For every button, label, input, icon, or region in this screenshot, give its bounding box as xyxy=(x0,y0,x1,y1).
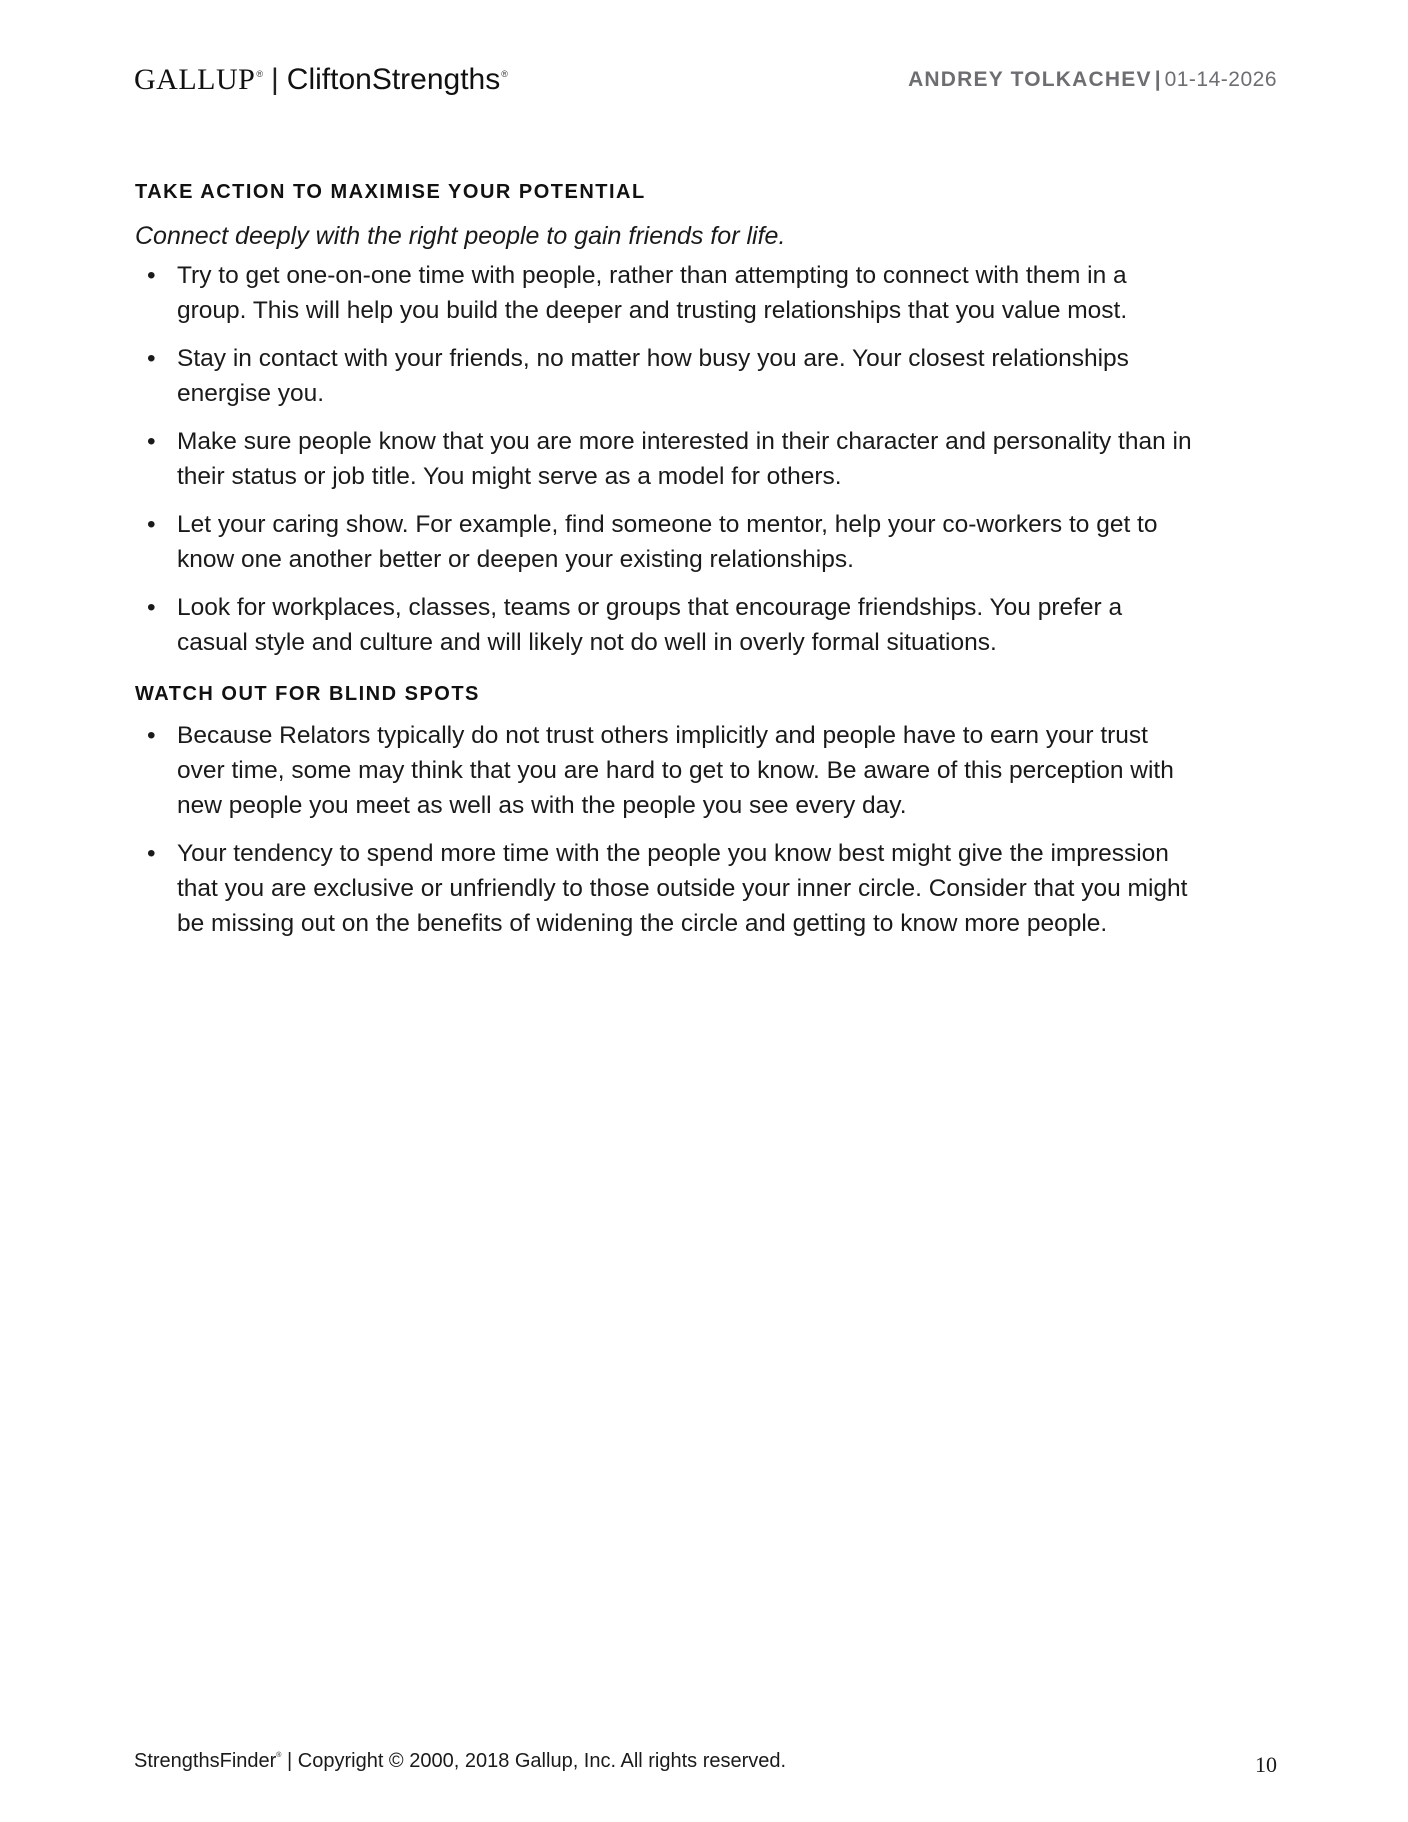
list-item xyxy=(135,590,1195,660)
brand-separator: | xyxy=(270,63,279,96)
list-item-text: Make sure people know that you are more interested in their character and personality than in their status or job title. You might serve as a model for others. xyxy=(177,428,1192,490)
list-item-text: Stay in contact with your friends, no matter how busy you are. Your closest relationships energise you. xyxy=(177,345,1129,407)
list-item-text: Your tendency to spend more time with the people you know best might give the impression that you are exclusive or unfriendly to those outside your inner circle. Consider that you might be missing out on the benefits of widening the circle and getting to know more people. xyxy=(177,840,1188,937)
list-item xyxy=(135,836,1195,941)
list-item xyxy=(135,341,1195,411)
bullet-icon: • xyxy=(147,511,156,538)
take-action-intro: Connect deeply with the right people to gain friends for life. xyxy=(135,222,786,250)
user-name: ANDREY TOLKACHEV xyxy=(908,68,1152,91)
gallup-wordmark: GALLUP xyxy=(134,63,256,96)
take-action-list xyxy=(135,258,1195,660)
blind-spots-heading: WATCH OUT FOR BLIND SPOTS xyxy=(135,683,480,705)
report-meta xyxy=(908,68,1277,92)
bullet-icon: • xyxy=(147,840,156,867)
footer-copyright: | Copyright © 2000, 2018 Gallup, Inc. All rights reserved. xyxy=(281,1750,787,1772)
meta-separator: | xyxy=(1154,68,1161,91)
list-item xyxy=(135,258,1195,328)
list-item xyxy=(135,718,1195,823)
list-item-text: Look for workplaces, classes, teams or groups that encourage friendships. You prefer a casual style and culture and will likely not do well in overly formal situations. xyxy=(177,594,1123,656)
copyright-notice xyxy=(134,1750,786,1773)
report-date: 01-14-2026 xyxy=(1164,68,1277,91)
list-item xyxy=(135,507,1195,577)
bullet-icon: • xyxy=(147,594,156,621)
brand-logo xyxy=(134,60,508,105)
bullet-icon: • xyxy=(147,262,156,289)
take-action-heading: TAKE ACTION TO MAXIMISE YOUR POTENTIAL xyxy=(135,181,646,203)
bullet-icon: • xyxy=(147,428,156,455)
blind-spots-list xyxy=(135,718,1195,941)
cliftonstrengths-wordmark: CliftonStrengths xyxy=(286,63,501,96)
page-header xyxy=(134,60,1277,100)
list-item xyxy=(135,424,1195,494)
footer-product: StrengthsFinder xyxy=(134,1750,277,1772)
cliftonstrengths-registered-mark: ® xyxy=(501,69,508,79)
bullet-icon: • xyxy=(147,345,156,372)
page-number: 10 xyxy=(1255,1752,1277,1777)
list-item-text: Because Relators typically do not trust others implicitly and people have to earn your trust over time, some may think that you are hard to get to know. Be aware of this perception with new people you meet as well as with the people you see every day. xyxy=(177,722,1174,819)
footer-trademark-mark: ® xyxy=(276,1752,282,1759)
bullet-icon: • xyxy=(147,722,156,749)
list-item-text: Let your caring show. For example, find someone to mentor, help your co-workers to get to know one another better or deepen your existing relationships. xyxy=(177,511,1158,573)
main-content xyxy=(135,178,1195,954)
list-item-text: Try to get one-on-one time with people, rather than attempting to connect with them in a group. This will help you build the deeper and trusting relationships that you value most. xyxy=(177,262,1128,324)
gallup-registered-mark: ® xyxy=(256,69,263,79)
page-footer xyxy=(134,1750,1277,1780)
